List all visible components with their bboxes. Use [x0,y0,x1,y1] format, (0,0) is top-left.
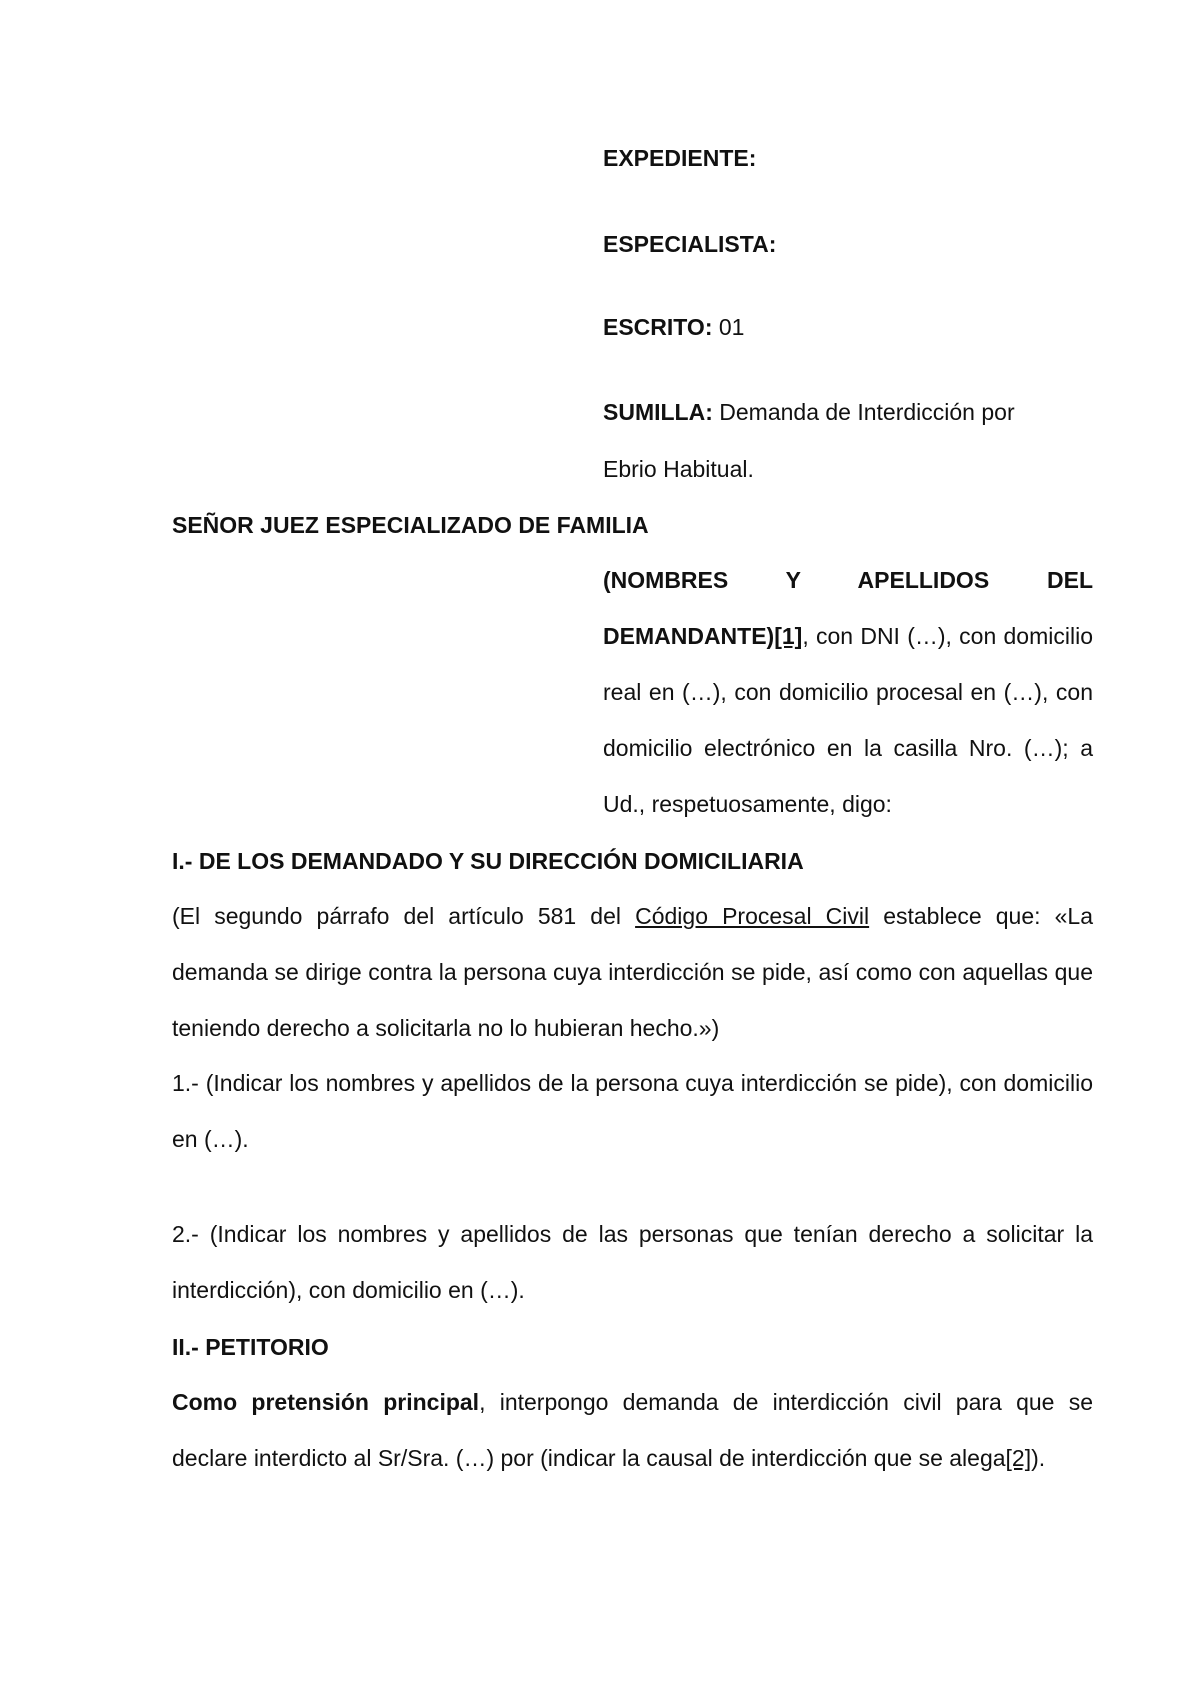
addressee: SEÑOR JUEZ ESPECIALIZADO DE FAMILIA [172,512,649,538]
plaintiff-name-placeholder: (NOMBRES Y APELLIDOS DEL DEMANDANTE) [603,567,1093,649]
petitorio-text: , interpongo demanda de interdicción civil para que se declare interdicto al Sr/Sra. (…) por (indicar la causal de interdicción que se alega [172,1389,1093,1471]
section1-heading: I.- DE LOS DEMANDADO Y SU DIRECCIÓN DOMICILIARIA [172,848,804,874]
petitorio-text-end: ). [1031,1445,1046,1471]
section1-note-post: establece que: «La demanda se dirige contra la persona cuya interdicción se pide, así como con aquellas que teniendo derecho a solicitarla no lo hubieran hecho.») [172,903,1093,1041]
expediente-label: EXPEDIENTE: [603,145,757,171]
petitorio-paragraph [172,1374,1093,1486]
footnote-ref-1[interactable]: [1] [774,623,803,649]
section1-note [172,888,1093,1056]
petitorio-bold-lead: Como pretensión principal [172,1389,480,1415]
section1-item2: 2.- (Indicar los nombres y apellidos de las personas que tenían derecho a solicitar la interdicción), con domicilio en (…). [172,1221,1093,1303]
escrito-value: 01 [718,314,745,340]
codigo-procesal-civil-link[interactable]: Código Procesal Civil [635,903,870,929]
intro-text: , con DNI (…), con domicilio real en (…), con domicilio procesal en (…), con domicilio electrónico en la casilla Nro. (…); a Ud., respetuosamente, digo: [603,623,1093,817]
especialista-label: ESPECIALISTA: [603,231,777,257]
escrito-line [603,313,744,341]
sumilla-label: SUMILLA: [603,399,713,425]
sumilla-line [603,398,1015,426]
sumilla-value: Demanda de Interdicción por [719,399,1015,425]
escrito-label: ESCRITO: [603,314,713,340]
section2-heading: II.- PETITORIO [172,1334,329,1360]
sumilla-value-continued: Ebrio Habitual. [603,456,754,482]
footnote-ref-2[interactable]: [2] [1005,1445,1032,1471]
section1-note-pre: (El segundo párrafo del artículo 581 del [172,903,636,929]
intro-paragraph [603,552,1093,832]
section1-item1: 1.- (Indicar los nombres y apellidos de la persona cuya interdicción se pide), con domicilio en (…). [172,1070,1093,1152]
